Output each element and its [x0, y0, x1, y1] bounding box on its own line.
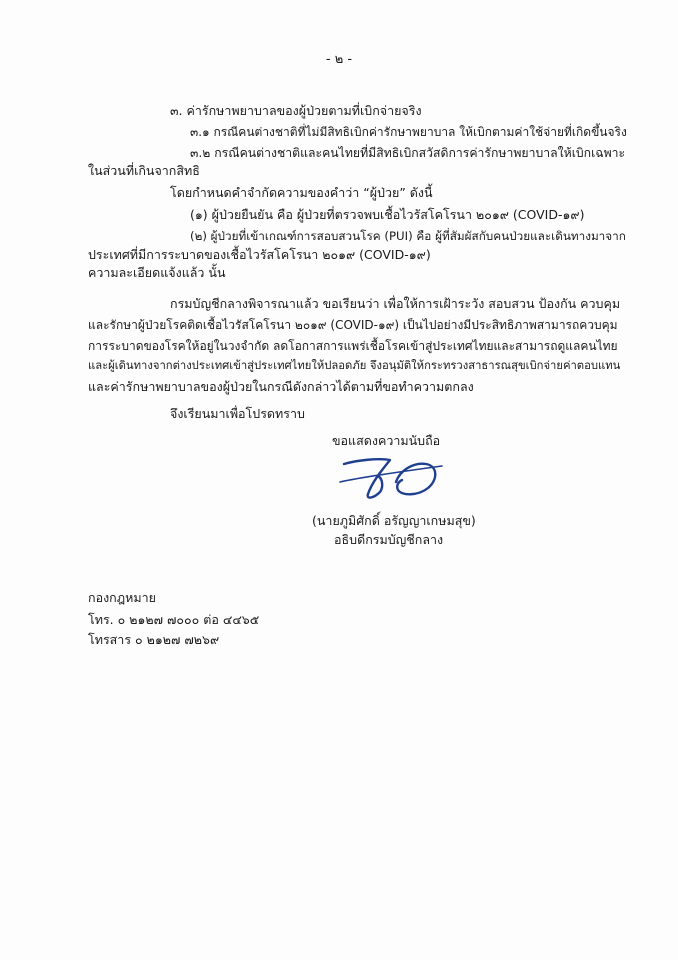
item3-heading: ๓. ค่ารักษาพยาบาลของผู้ป่วยตามที่เบิกจ่ายจริง: [170, 103, 422, 118]
signer-name: (นายภูมิศักดิ์ อรัญญาเกษมสุข): [312, 513, 476, 528]
item3-sub1: ๓.๑ กรณีคนต่างชาติที่ไม่มีสิทธิเบิกค่ารักษาพยาบาล ให้เบิกตามค่าใช้จ่ายที่เกิดขึ้นจริง: [190, 125, 627, 139]
body-line-4: และผู้เดินทางจากต่างประเทศเข้าสู่ประเทศไทยให้ปลอดภัย จึงอนุมัติให้กระทรวงสาธารณสุขเบิกจ่ายค่าตอบแทน: [88, 359, 621, 372]
definition-1: (๑) ผู้ป่วยยืนยัน คือ ผู้ป่วยที่ตรวจพบเชื้อไวรัสโคโรนา ๒๐๑๙ (COVID-๑๙): [190, 207, 585, 222]
request-line: จึงเรียนมาเพื่อโปรดทราบ: [170, 406, 305, 421]
body-line-1: กรมบัญชีกลางพิจารณาแล้ว ขอเรียนว่า เพื่อให้การเฝ้าระวัง สอบสวน ป้องกัน ควบคุม: [170, 296, 621, 311]
salutation: ขอแสดงความนับถือ: [332, 433, 441, 448]
definition-2-line2: ประเทศที่มีการระบาดของเชื้อไวรัสโคโรนา ๒๐๑๙ (COVID-๑๙): [88, 247, 431, 262]
footer-division: กองกฎหมาย: [88, 590, 156, 605]
body-line-3: การระบาดของโรคให้อยู่ในวงจำกัด ลดโอกาสการแพร่เชื้อโรคเข้าสู่ประเทศไทยและสามารถดูแลคนไทย: [88, 339, 618, 353]
item3-sub2-line1: ๓.๒ กรณีคนต่างชาติและคนไทยที่มีสิทธิเบิกสวัสดิการค่ารักษาพยาบาลให้เบิกเฉพาะ: [190, 146, 626, 160]
definition-intro: โดยกำหนดคำจำกัดความของคำว่า “ผู้ป่วย” ดังนี้: [170, 185, 433, 200]
item3-sub2-line2: ในส่วนที่เกินจากสิทธิ: [88, 163, 200, 178]
body-line-5: และค่ารักษาพยาบาลของผู้ป่วยในกรณีดังกล่าวได้ตามที่ขอทำความตกลง: [88, 379, 474, 394]
footer-fax: โทรสาร ๐ ๒๑๒๗ ๗๒๖๙: [88, 632, 220, 647]
page-number: - ๒ -: [325, 52, 353, 67]
handwritten-signature: [338, 452, 448, 504]
definition-2-line1: (๒) ผู้ป่วยที่เข้าเกณฑ์การสอบสวนโรค (PUI) คือ ผู้ที่สัมผัสกับคนป่วยและเดินทางมาจาก: [190, 229, 626, 243]
footer-phone: โทร. ๐ ๒๑๒๗ ๗๐๐๐ ต่อ ๔๔๖๕: [88, 612, 260, 627]
body-line-2: และรักษาผู้ป่วยโรคติดเชื้อไวรัสโคโรนา ๒๐๑๙ (COVID-๑๙) เป็นไปอย่างมีประสิทธิภาพสามารถควบคุม: [88, 318, 618, 332]
signer-position: อธิบดีกรมบัญชีกลาง: [334, 532, 444, 547]
definition-closing: ความละเอียดแจ้งแล้ว นั้น: [88, 265, 226, 280]
